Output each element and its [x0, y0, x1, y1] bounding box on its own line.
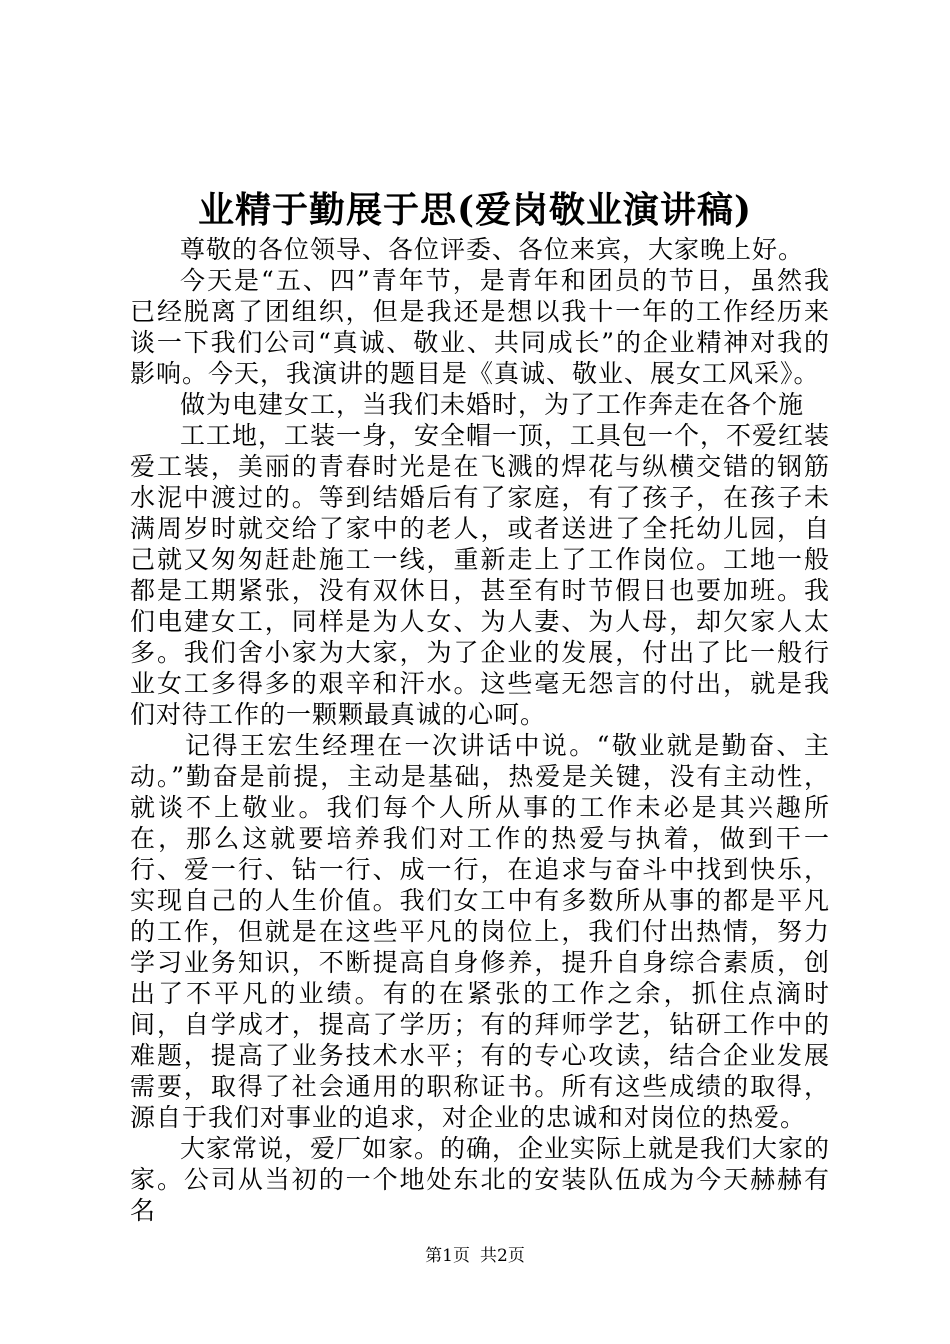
paragraph-intro: 今天是“五、四”青年节，是青年和团员的节日，虽然我已经脱离了团组织，但是我还是想以我十一年的工作经历来谈一下我们公司“真诚、敬业、共同成长”的企业精神对我的影响。今天，我演讲的题目是《真诚、敬业、展女工风采》。: [130, 266, 830, 388]
page-footer: [0, 1244, 950, 1268]
paragraph-dedication: 记得王宏生经理在一次讲话中说。“敬业就是勤奋、主动。”勤奋是前提，主动是基础，热爱是关键，没有主动性，就谈不上敬业。我们每个人所从事的工作未必是其兴趣所在，那么这就要培养我们对工作的热爱与执着，做到干一行、爱一行、钻一行、成一行，在追求与奋斗中找到快乐，实现自己的人生价值。我们女工中有多数所从事的都是平凡的工作，但就是在这些平凡的岗位上，我们付出热情，努力学习业务知识，不断提高自身修养，提升自身综合素质，创出了不平凡的业绩。有的在紧张的工作之余，抓住点滴时间，自学成才，提高了学历；有的拜师学艺，钻研工作中的难题，提高了业务技术水平；有的专心攻读，结合企业发展需要，取得了社会通用的职称证书。所有这些成绩的取得，源自于我们对事业的追求，对企业的忠诚和对岗位的热爱。: [130, 731, 830, 1132]
paragraph-greeting: 尊敬的各位领导、各位评委、各位来宾，大家晚上好。: [180, 235, 805, 264]
document-title: 业精于勤展于思(爱岗敬业演讲稿): [197, 189, 753, 231]
page-number: 第1页: [425, 1246, 470, 1266]
paragraph-company-home: 大家常说，爱厂如家。的确，企业实际上就是我们大家的家。公司从当初的一个地处东北的安装队伍成为今天赫赫有名: [130, 1134, 831, 1225]
page-total: 共2页: [480, 1246, 525, 1266]
paragraph-female-workers-lead: 做为电建女工，当我们未婚时，为了工作奔走在各个施: [180, 390, 805, 419]
paragraph-female-workers: 工工地，工装一身，安全帽一顶，工具包一个，不爱红装爱工装，美丽的青春时光是在飞溅的焊花与纵横交错的钢筋水泥中渡过的。等到结婚后有了家庭，有了孩子，在孩子未满周岁时就交给了家中的老人，或者送进了全托幼儿园，自己就又匆匆赶赴施工一线，重新走上了工作岗位。工地一般都是工期紧张，没有双休日，甚至有时节假日也要加班。我们电建女工，同样是为人女、为人妻、为人母，却欠家人太多。我们舍小家为大家，为了企业的发展，付出了比一般行业女工多得多的艰辛和汗水。这些毫无怨言的付出，就是我们对待工作的一颗颗最真诚的心呵。: [130, 421, 831, 729]
document-body: [130, 234, 830, 1226]
